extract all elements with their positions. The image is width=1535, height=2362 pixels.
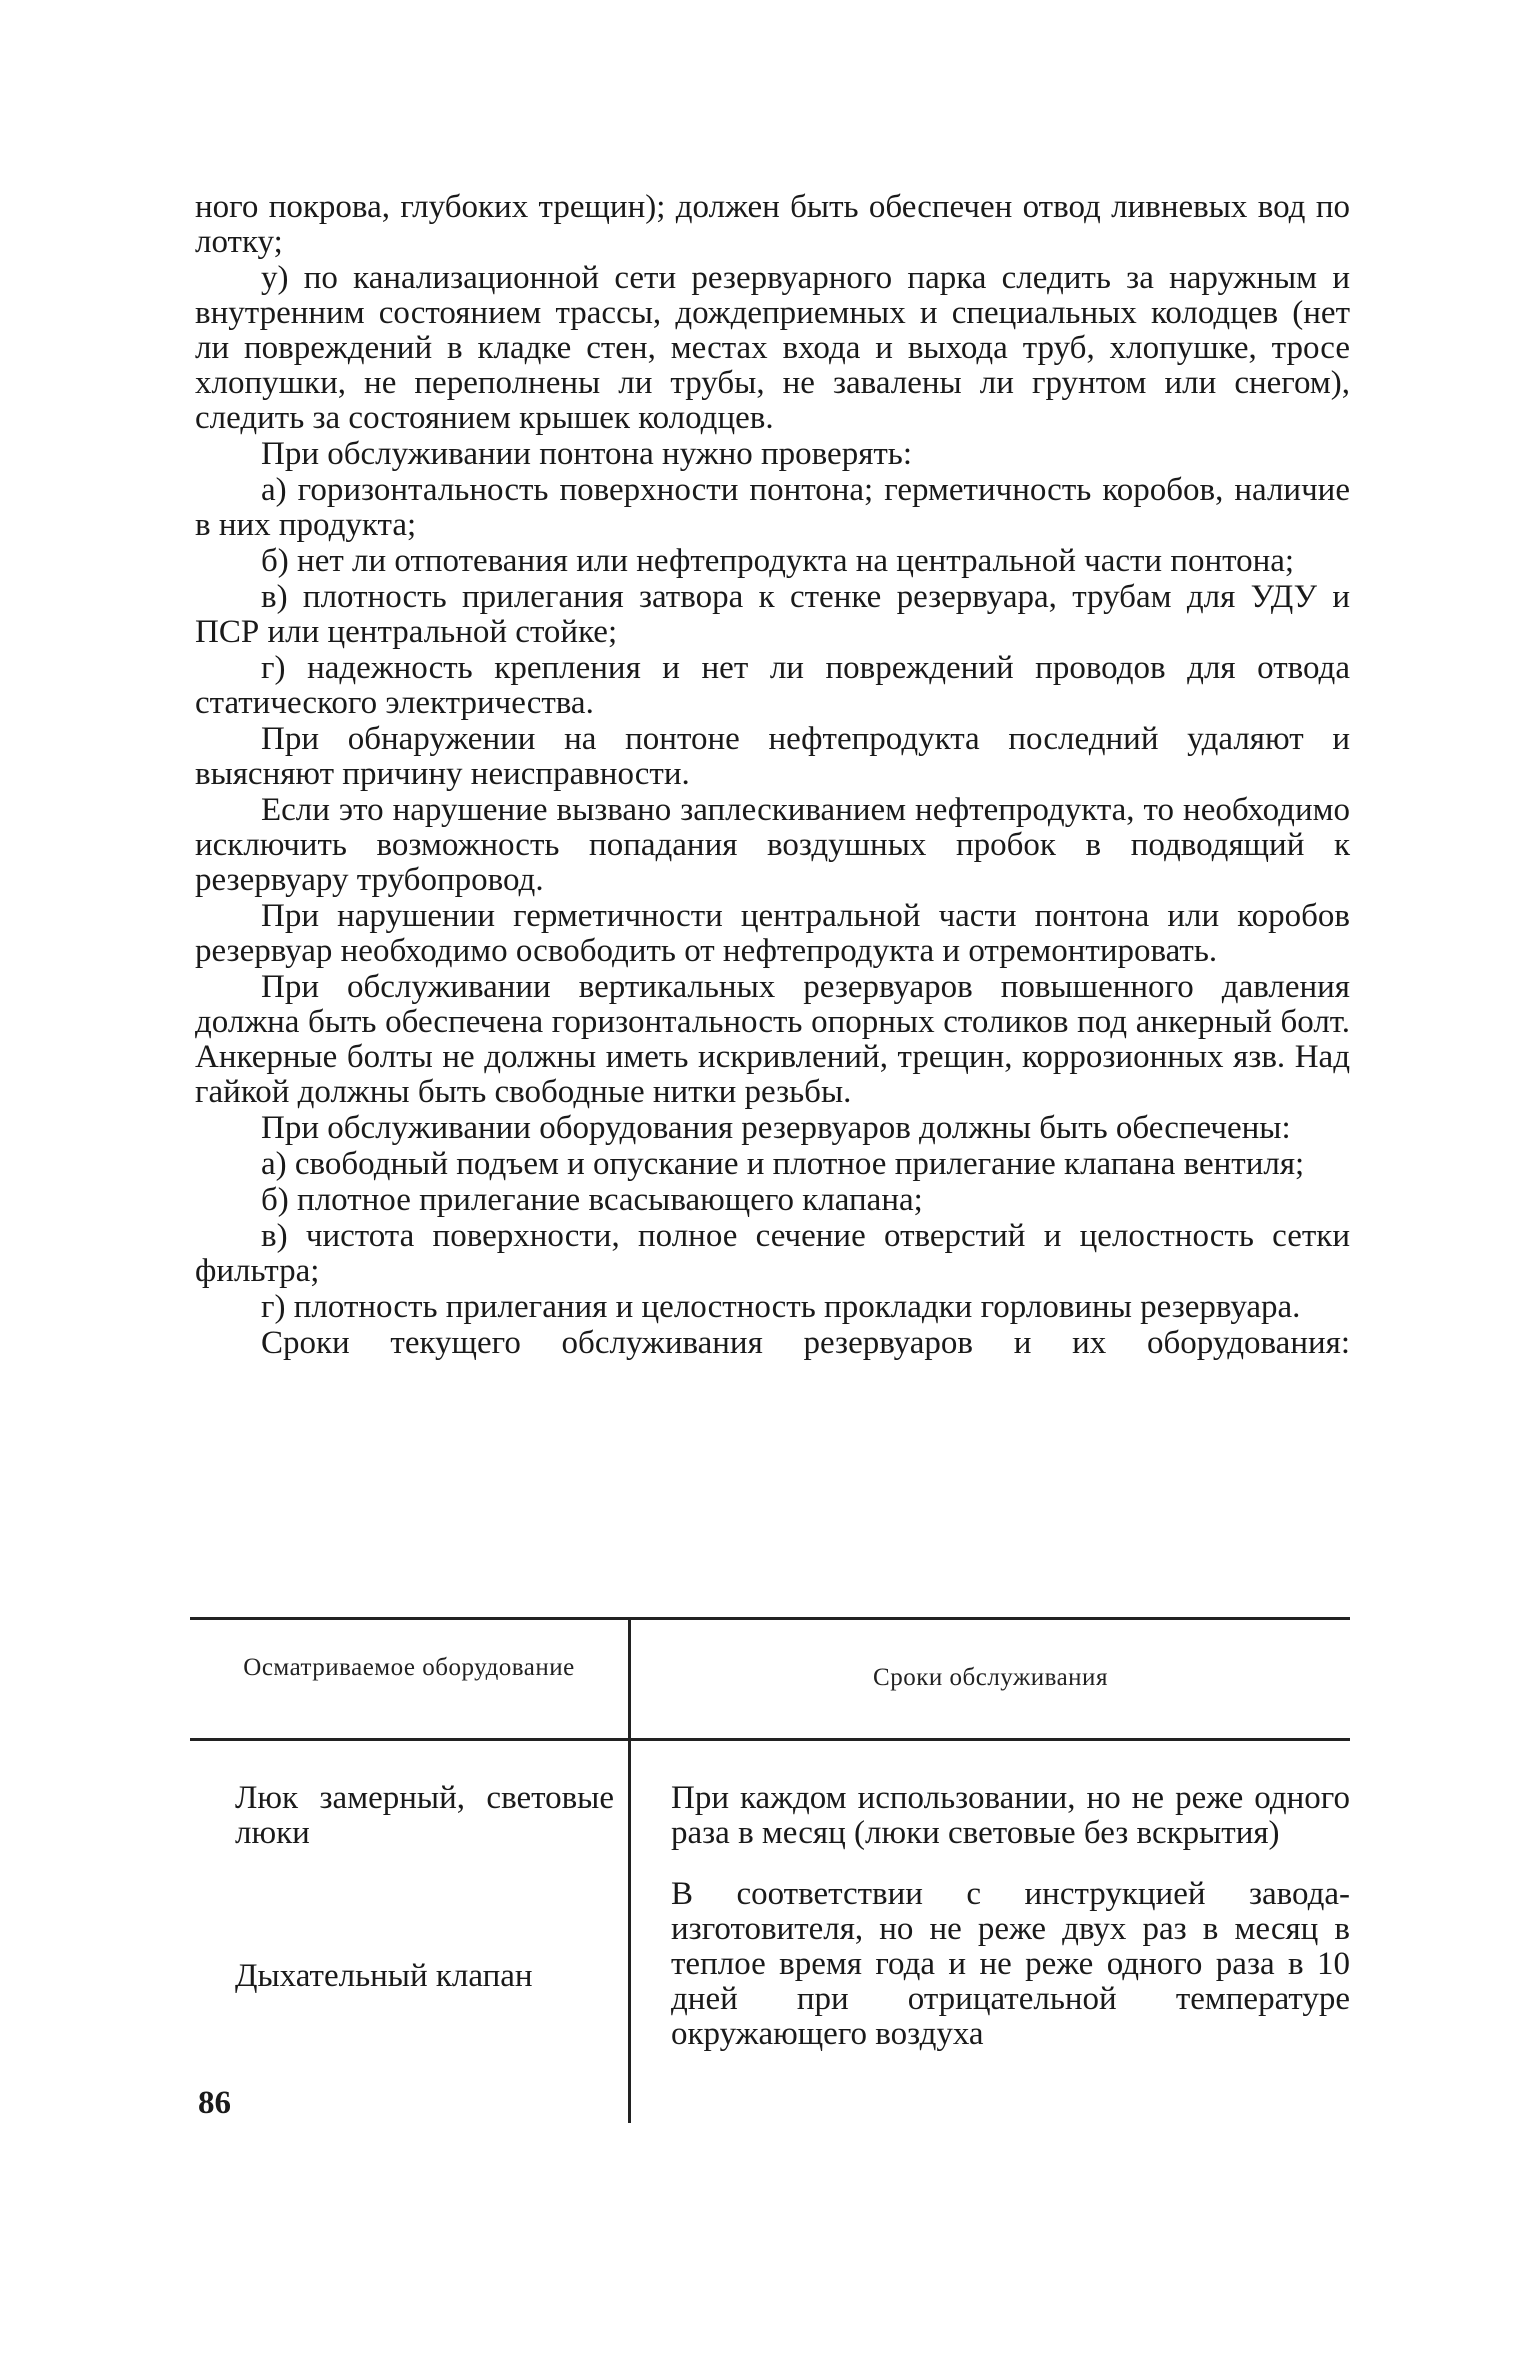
paragraph: г) надежность крепления и нет ли повреждений проводов для отвода статического электричества.: [195, 650, 1350, 721]
header-cell-terms: [628, 1620, 1350, 1738]
table-title: Сроки текущего обслуживания резервуаров и их оборудования:: [261, 1325, 1350, 1361]
paragraph: б) нет ли отпотевания или нефтепродукта на центральной части понтона;: [261, 543, 1295, 579]
paragraph: При нарушении герметичности центральной части понтона или коробов резервуар необходимо освободить от нефтепродукта и отремонтировать.: [195, 898, 1350, 969]
table-cell-item: Люк замерный, световые люки: [235, 1780, 614, 1851]
paragraph: б) плотное прилегание всасывающего клапана;: [261, 1182, 923, 1218]
table-body: [190, 1741, 1350, 2123]
table-cell-item: Дыхательный клапан: [235, 1958, 533, 1994]
paragraph: Если это нарушение вызвано заплескиванием нефтепродукта, то необходимо исключить возможность попадания воздушных пробок в подводящий к резервуару трубопровод.: [195, 792, 1350, 898]
paragraph: При обслуживании вертикальных резервуаров повышенного давления должна быть обеспечена горизонтальность опорных столиков под анкерный болт. Анкерные болты не должны иметь искривлений, трещин, коррозионных язв. Над гайкой должны быть свободные нитки резьбы.: [195, 969, 1350, 1110]
paragraph: При обслуживании понтона нужно проверять:: [261, 436, 913, 472]
table-header: [190, 1620, 1350, 1738]
paragraph: в) чистота поверхности, полное сечение отверстий и целостность сетки фильтра;: [195, 1218, 1350, 1289]
paragraph: ного покрова, глубоких трещин); должен быть обеспечен отвод ливневых вод по лотку;: [195, 189, 1350, 260]
paragraph: а) горизонтальность поверхности понтона; герметичность коробов, наличие в них продукта;: [195, 472, 1350, 543]
paragraph: а) свободный подъем и опускание и плотное прилегание клапана вентиля;: [261, 1146, 1305, 1182]
page-number: 86: [198, 2085, 231, 2121]
paragraph: При обслуживании оборудования резервуаров должны быть обеспечены:: [261, 1110, 1291, 1146]
paragraph: При обнаружении на понтоне нефтепродукта последний удаляют и выясняют причину неисправности.: [195, 721, 1350, 792]
paragraph: в) плотность прилегания затвора к стенке резервуара, трубам для УДУ и ПСР или центральной стойке;: [195, 579, 1350, 650]
maintenance-table: [190, 1617, 1350, 2123]
header-cell-equipment: [190, 1620, 628, 1738]
table-cell-term: В соответствии с инструкцией завода-изготовителя, но не реже двух раз в месяц в теплое время года и не реже одного раза в 10 дней при отрицательной температуре окружающего воздуха: [671, 1876, 1350, 2052]
paragraph: г) плотность прилегания и целостность прокладки горловины резервуара.: [261, 1289, 1301, 1325]
header-equipment: Осматриваемое оборудование: [243, 1654, 575, 1681]
page-body: [195, 190, 1350, 1361]
header-terms: Сроки обслуживания: [873, 1664, 1108, 1691]
paragraph: у) по канализационной сети резервуарного парка следить за наружным и внутренним состоянием трассы, дождеприемных и специальных колодцев (нет ли повреждений в кладке стен, местах входа и выхода труб, хлопушке, тросе хлопушки, не переполнены ли трубы, не завалены ли грунтом или снегом), следить за состоянием крышек колодцев.: [195, 260, 1350, 436]
table-cell-term: При каждом использовании, но не реже одного раза в месяц (люки световые без вскрытия): [671, 1780, 1350, 1851]
terms-column: [628, 1741, 1350, 2123]
equipment-column: [190, 1741, 628, 2123]
